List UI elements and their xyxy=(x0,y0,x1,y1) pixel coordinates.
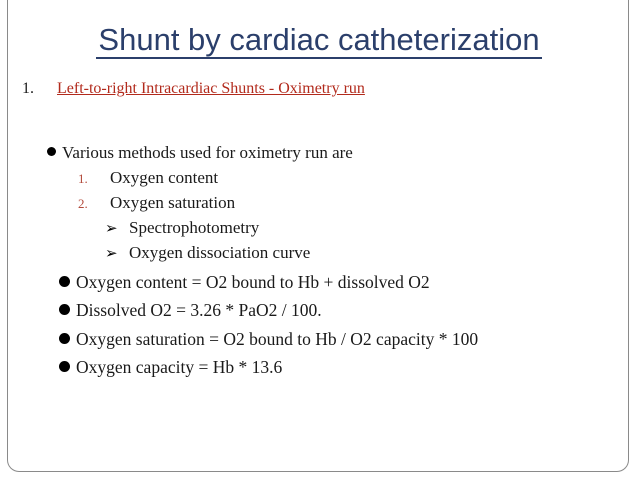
slide-title xyxy=(0,22,638,59)
slide-frame xyxy=(7,0,629,472)
method-item xyxy=(78,168,218,189)
formula-text: Dissolved O2 = 3.26 * PaO2 / 100. xyxy=(76,300,322,320)
saturation-method-item xyxy=(105,243,310,264)
formula-item xyxy=(59,300,322,320)
bullet-icon xyxy=(59,276,70,287)
method-number: 2. xyxy=(78,196,88,211)
formula-item xyxy=(59,329,478,349)
section-heading xyxy=(22,80,365,98)
saturation-method-text: Oxygen dissociation curve xyxy=(129,243,311,262)
section-heading-text: Left-to-right Intracardiac Shunts - Oximetry run xyxy=(57,80,365,97)
arrow-bullet-icon: ➢ xyxy=(105,246,118,262)
slide-title-text: Shunt by cardiac catheterization xyxy=(98,22,540,57)
bullet-icon xyxy=(47,147,56,156)
method-number: 1. xyxy=(78,171,88,186)
formula-item xyxy=(59,272,430,292)
saturation-method-item xyxy=(105,218,259,239)
methods-intro xyxy=(47,143,353,163)
method-item xyxy=(78,193,235,214)
section-heading-number: 1. xyxy=(22,80,34,97)
arrow-bullet-icon: ➢ xyxy=(105,221,118,237)
method-text: Oxygen saturation xyxy=(110,193,236,212)
formula-text: Oxygen content = O2 bound to Hb + dissolved O2 xyxy=(76,272,430,292)
bullet-icon xyxy=(59,304,70,315)
method-text: Oxygen content xyxy=(110,168,219,187)
methods-intro-text: Various methods used for oximetry run are xyxy=(62,143,353,162)
bullet-icon xyxy=(59,361,70,372)
bullet-icon xyxy=(59,333,70,344)
formula-item xyxy=(59,357,282,377)
formula-text: Oxygen saturation = O2 bound to Hb / O2 capacity * 100 xyxy=(76,329,479,349)
formula-text: Oxygen capacity = Hb * 13.6 xyxy=(76,357,283,377)
saturation-method-text: Spectrophotometry xyxy=(129,218,260,237)
